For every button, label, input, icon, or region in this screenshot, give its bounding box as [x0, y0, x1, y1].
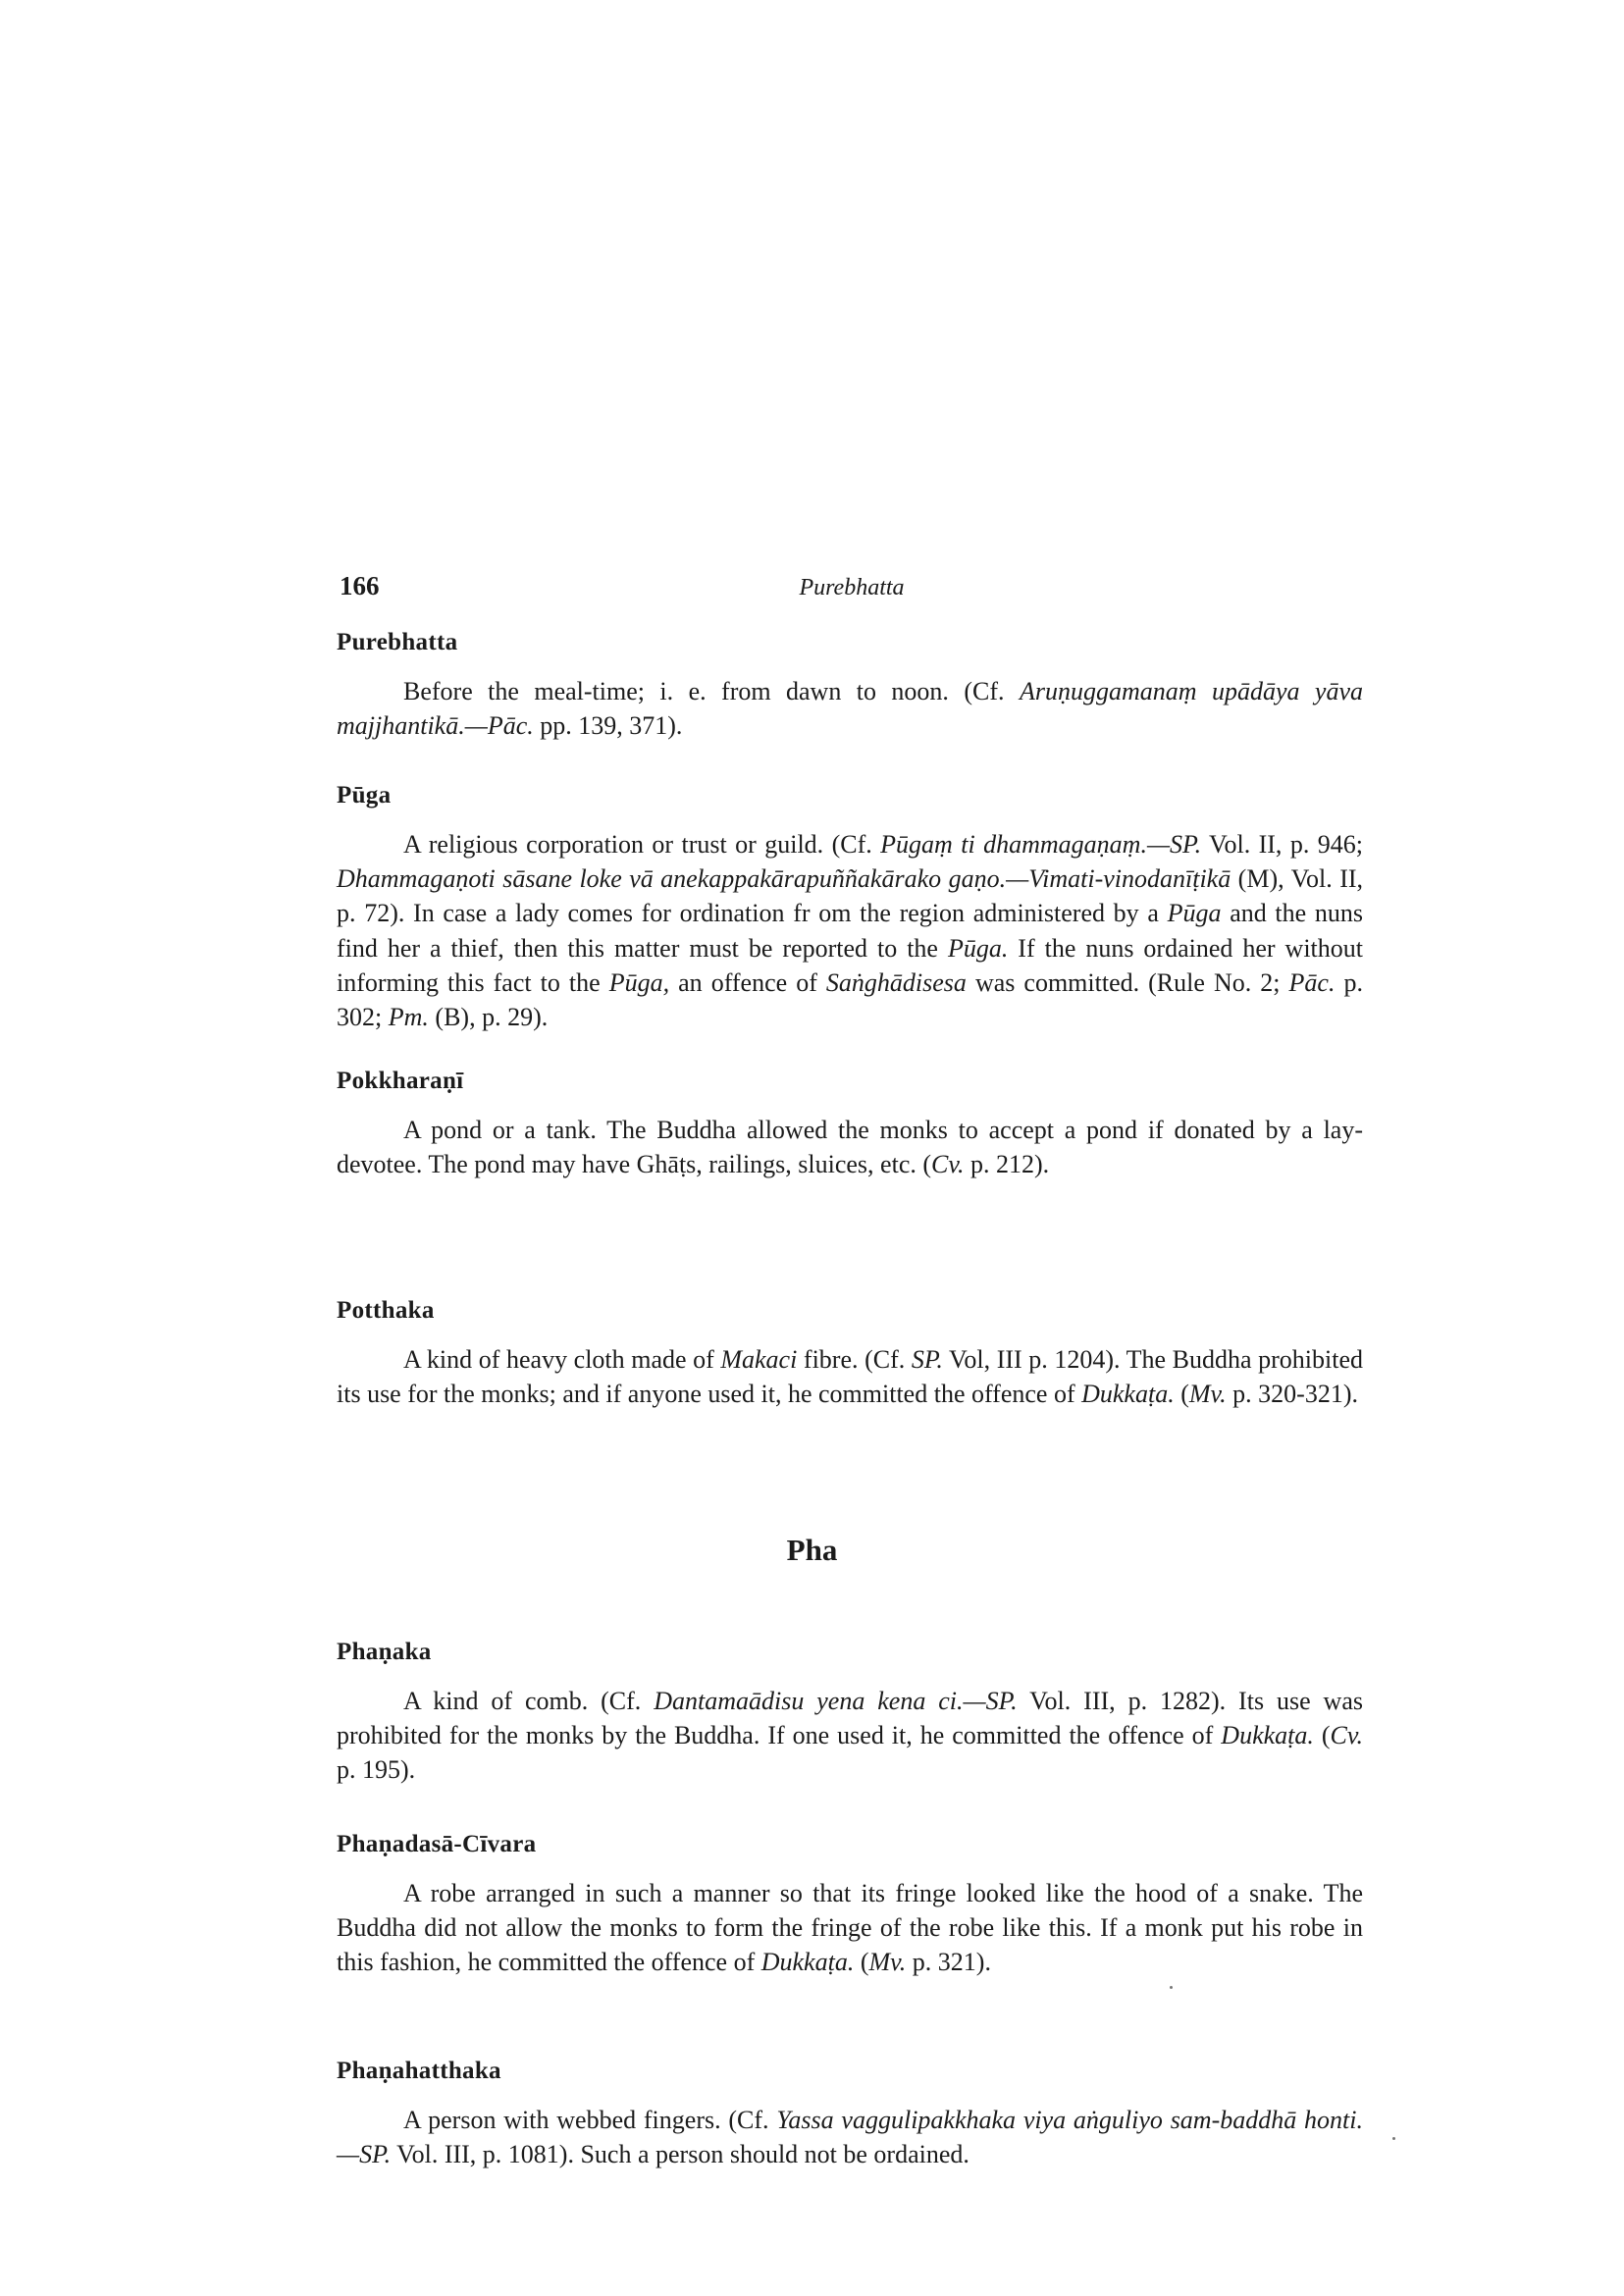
entry-pokkharani	[337, 1068, 1363, 1181]
entry-text: Before the meal-time; i. e. from dawn to noon. (Cf. Aruṇuggamanaṃ upādāya yāva majjhantikā.—Pāc. pp. 139, 371).	[337, 677, 1363, 741]
entry-text: A religious corporation or trust or guild. (Cf. Pūgaṃ ti dhammagaṇaṃ.—SP. Vol. II, p. 946; Dhammagaṇoti sāsane loke vā anekappakārapuññakārako gaṇo.—Vimati-vinodanīṭikā (M), Vol. II, p. 72). In case a lady comes for ordination fr om the region administered by a Pūga and the nuns find her a thief, then this matter must be reported to the Pūga. If the nuns ordained her without informing this fact to the Pūga, an offence of Saṅghādisesa was committed. (Rule No. 2; Pāc. p. 302; Pm. (B), p. 29).	[337, 830, 1364, 1032]
entry-puga	[337, 782, 1363, 1034]
entry-text: A kind of heavy cloth made of Makaci fibre. (Cf. SP. Vol, III p. 1204). The Buddha prohibited its use for the monks; and if anyone used it, he committed the offence of Dukkaṭa. (Mv. p. 320-321).	[337, 1345, 1363, 1409]
entry-potthaka	[337, 1297, 1363, 1411]
headword: Pūga	[337, 782, 392, 809]
section-heading: Pha	[786, 1533, 838, 1567]
headword: Phaṇaka	[337, 1639, 432, 1665]
headword: Phaṇahatthaka	[337, 2058, 501, 2084]
entry-text: A pond or a tank. The Buddha allowed the monks to accept a pond if donated by a lay-devotee. The pond may have Ghāṭs, railings, sluices, etc. (Cv. p. 212).	[337, 1116, 1363, 1179]
entry-text: A robe arranged in such a manner so that its fringe looked like the hood of a snake. The Buddha did not allow the monks to form the fringe of the robe like this. If a monk put his robe in this fashion, he committed the offence of Dukkaṭa. (Mv. p. 321).	[337, 1879, 1363, 1977]
headword: Pokkharaṇī	[337, 1068, 464, 1094]
page-number: 166	[340, 571, 380, 600]
entry-phanahatthaka	[337, 2058, 1363, 2171]
running-head: Purebhatta	[799, 575, 905, 600]
page-header	[340, 571, 1364, 610]
entry-purebhatta	[337, 629, 1363, 743]
entry-text: A person with webbed fingers. (Cf. Yassa vaggulipakkhaka viya aṅguliyo sam-baddhā honti.—SP. Vol. III, p. 1081). Such a person should not be ordained.	[337, 2106, 1363, 2169]
headword: Phaṇadasā-Cīvara	[337, 1831, 537, 1857]
entry-phanaka	[337, 1639, 1363, 1788]
scan-speck	[1392, 2137, 1395, 2140]
scan-speck	[1170, 1986, 1173, 1989]
headword: Potthaka	[337, 1297, 435, 1324]
entry-phanadasa-civara	[337, 1831, 1363, 1980]
headword: Purebhatta	[337, 629, 458, 655]
entry-text: A kind of comb. (Cf. Dantamaādisu yena kena ci.—SP. Vol. III, p. 1282). Its use was prohibited for the monks by the Buddha. If one used it, he committed the offence of Dukkaṭa. (Cv. p. 195).	[337, 1687, 1363, 1785]
